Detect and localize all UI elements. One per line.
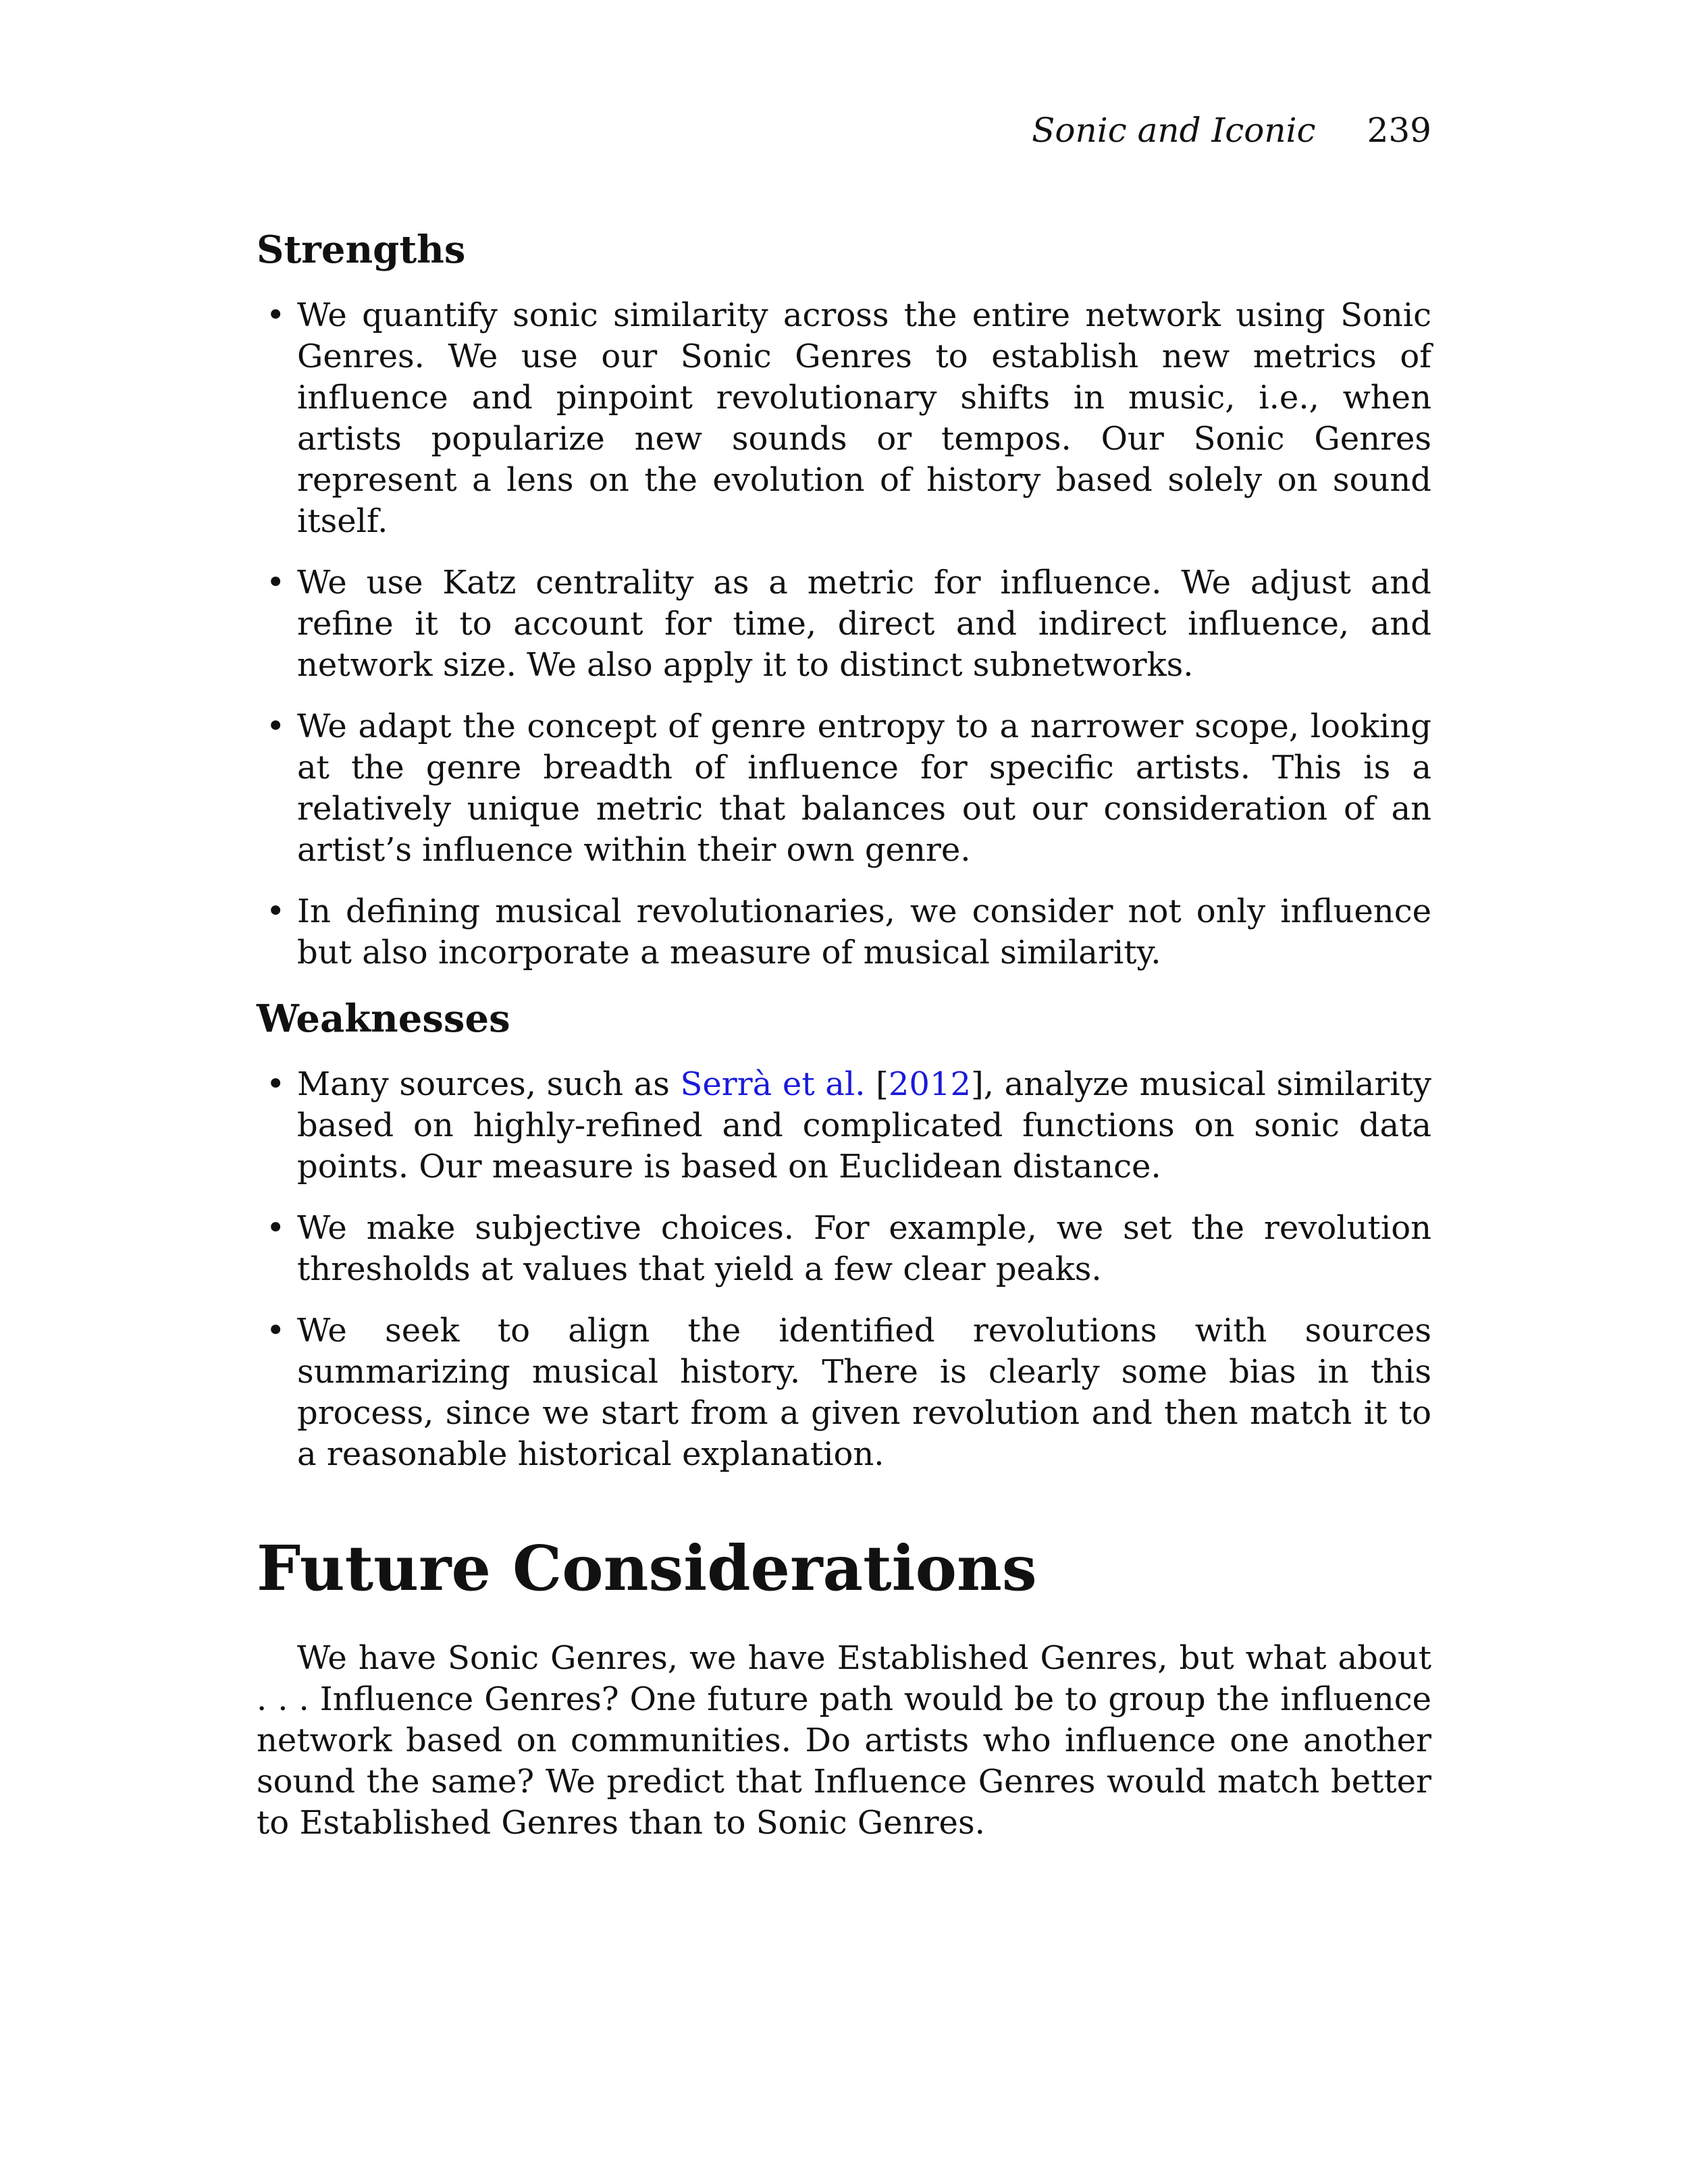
bullet-icon: • [266,893,286,930]
list-item [257,295,1431,542]
future-considerations-paragraph: We have Sonic Genres, we have Established Genres, but what about . . . Influence Genres? One future path would be to group the influence network based on communities. Do artists who influence one another sound the same? We predict that Influence Genres would match better to Established Genres than to Sonic Genres. [257,1639,1431,1842]
future-considerations-heading: Future Considerations [257,1532,1037,1605]
strengths-heading: Strengths [257,228,466,272]
bullet-icon: • [266,1312,286,1350]
weaknesses-list [257,1064,1431,1495]
list-item [257,562,1431,686]
citation-year-link[interactable]: 2012 [888,1065,972,1103]
list-item-text: We quantify sonic similarity across the entire network using Sonic Genres. We use our Sonic Genres to establish new metrics of influence and pinpoint revolutionary shifts in music, i.e., when artists popularize new sounds or tempos. Our Sonic Genres represent a lens on the evolution of history based solely on sound itself. [297,296,1431,540]
bullet-icon: • [266,564,286,602]
list-item-text-before: Many sources, such as [297,1065,681,1103]
running-head [1032,107,1431,154]
list-item-text-after: ], analyze musical similarity based on highly-refined and complicated functions on sonic data points. Our measure is based on Euclidean distance. [297,1065,1432,1186]
list-item [257,1208,1431,1290]
bullet-icon: • [266,1065,286,1103]
list-item-text: In defining musical revolutionaries, we consider not only influence but also incorporate a measure of musical similarity. [297,893,1431,971]
list-item [257,706,1431,871]
bullet-icon: • [266,296,286,334]
list-item [257,891,1431,974]
list-item-text: We seek to align the identified revolutions with sources summarizing musical history. There is clearly some bias in this process, since we start from a given revolution and then match it to a reasonable historical explanation. [297,1312,1431,1473]
list-item-text: We adapt the concept of genre entropy to a narrower scope, looking at the genre breadth of influence for specific artists. This is a relatively unique metric that balances out our consideration of an artist’s influence within their own genre. [297,708,1431,869]
list-item-text: We use Katz centrality as a metric for influence. We adjust and refine it to account for time, direct and indirect influence, and network size. We also apply it to distinct subnetworks. [297,564,1431,684]
list-item [257,1064,1431,1188]
page-number: 239 [1367,111,1431,150]
citation-author-link[interactable]: Serrà et al. [680,1065,866,1103]
list-item [257,1310,1431,1475]
bullet-icon: • [266,1209,286,1247]
citation-open-bracket: [ [865,1065,889,1103]
bullet-icon: • [266,708,286,745]
strengths-list [257,295,1431,994]
list-item-text: We make subjective choices. For example, we set the revolution thresholds at values that yield a few clear peaks. [297,1209,1431,1288]
weaknesses-heading: Weaknesses [257,996,510,1041]
running-head-title: Sonic and Iconic [1032,111,1316,150]
